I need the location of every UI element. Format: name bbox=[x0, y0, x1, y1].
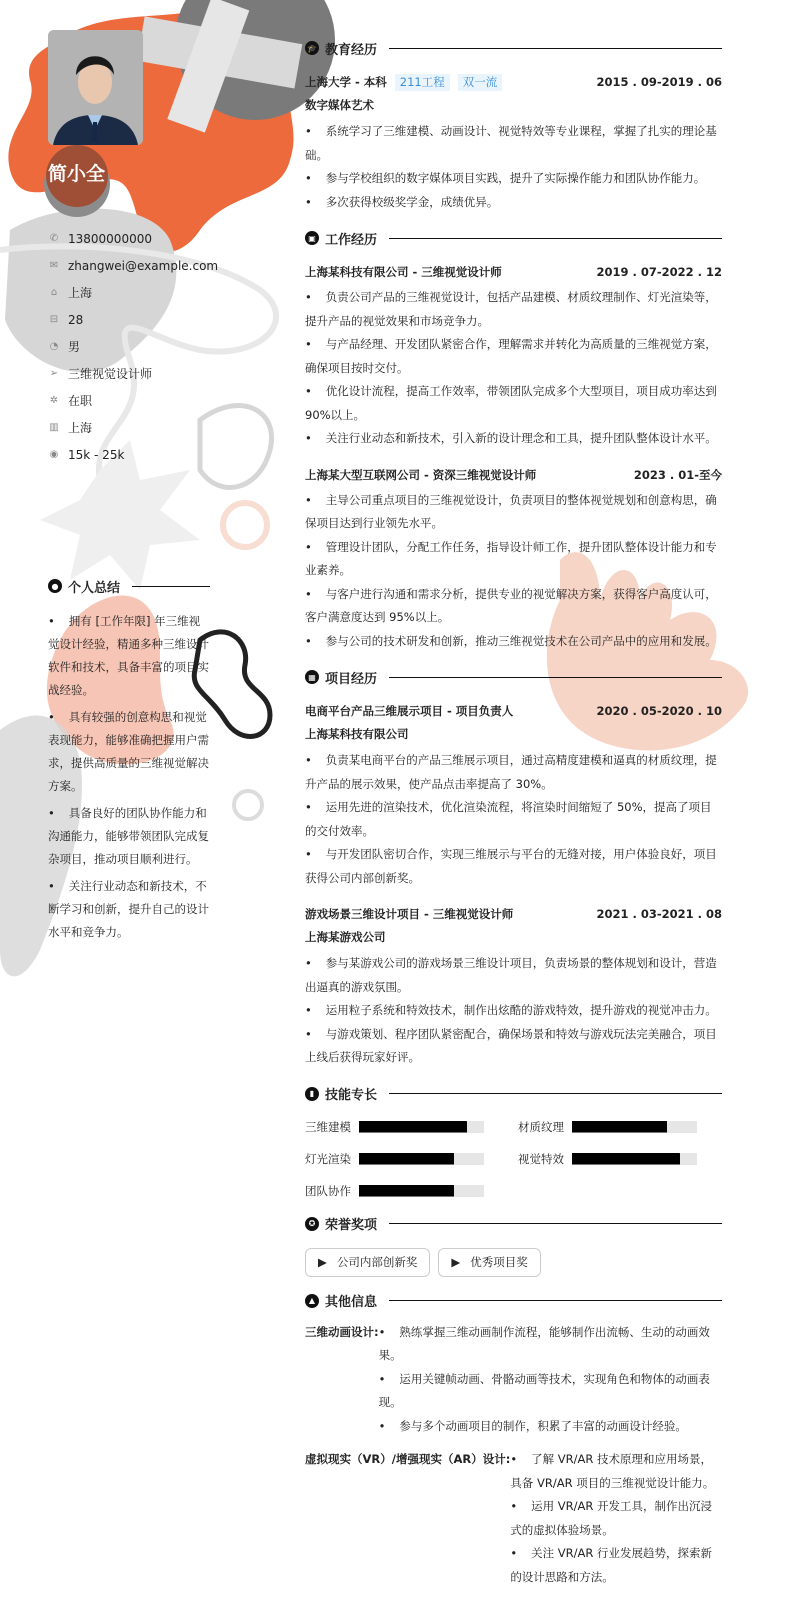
contact-item bbox=[48, 225, 288, 252]
user-icon: ● bbox=[48, 579, 62, 593]
bar-chart-icon: ▮ bbox=[305, 1087, 319, 1101]
skill-bar-track bbox=[359, 1153, 484, 1165]
send-icon: ➢ bbox=[49, 368, 59, 379]
bullet-text: 运用先进的渲染技术，优化渲染流程，将渲染时间缩短了 50%，提高了项目的交付效率。 bbox=[305, 800, 712, 838]
contact-item bbox=[48, 441, 288, 468]
skill-item bbox=[518, 1150, 718, 1168]
skill-item bbox=[305, 1182, 518, 1200]
graduation-cap-icon: 🎓 bbox=[305, 41, 319, 55]
person-avatar-icon bbox=[48, 30, 143, 145]
bullet-text: 运用 VR/AR 开发工具，制作出沉浸式的虚拟体验场景。 bbox=[510, 1499, 713, 1537]
bullet-text: 管理设计团队，分配工作任务，指导设计师工作，提升团队整体设计能力和专业素养。 bbox=[305, 539, 717, 577]
entry-header bbox=[305, 904, 722, 924]
entry-title-wrap bbox=[305, 74, 502, 91]
entry-title-wrap bbox=[305, 906, 513, 922]
entry-title: 上海某科技有限公司 - 三维视觉设计师 bbox=[305, 265, 502, 279]
gray-ring-shape bbox=[234, 791, 262, 819]
bullet-item bbox=[379, 1368, 722, 1415]
bullet-text: 关注 VR/AR 行业发展趋势，探索新的设计思路和方法。 bbox=[510, 1546, 713, 1584]
bullet-text: 系统学习了三维建模、动画设计、视觉特效等专业课程，掌握了扎实的理论基础。 bbox=[305, 124, 717, 162]
skill-bar-track bbox=[572, 1121, 697, 1133]
summary-text: 关注行业动态和新技术，不断学习和创新，提升自己的设计水平和竞争力。 bbox=[48, 879, 209, 939]
contact-value: 28 bbox=[68, 312, 84, 327]
section-divider bbox=[389, 1223, 722, 1224]
bullet-text: 与客户进行沟通和需求分析，提供专业的视觉解决方案，获得客户高度认可，客户满意度达到 95%以上。 bbox=[305, 586, 717, 624]
bullet-item bbox=[379, 1321, 722, 1368]
entry-date: 2021 . 03-2021 . 08 bbox=[596, 907, 722, 921]
summary-item bbox=[48, 610, 210, 702]
bullet-list bbox=[305, 120, 722, 214]
bullet-text: 优化设计流程，提高工作效率，带领团队完成多个大型项目，项目成功率达到 90%以上。 bbox=[305, 384, 717, 422]
bullet-item bbox=[305, 286, 722, 333]
bullet-list bbox=[305, 286, 722, 451]
bullet-text: 与产品经理、开发团队紧密合作，理解需求并转化为高质量的三维视觉方案，确保项目按时交付。 bbox=[305, 337, 717, 375]
summary-item bbox=[48, 706, 210, 798]
section-title: 教育经历 bbox=[325, 42, 378, 58]
skills-grid bbox=[305, 1118, 722, 1200]
bullet-list bbox=[510, 1448, 722, 1589]
mail-icon: ✉ bbox=[49, 260, 59, 271]
summary-item bbox=[48, 875, 210, 944]
candidate-name: 简小全 bbox=[48, 163, 106, 185]
section-title: 荣誉奖项 bbox=[325, 1218, 378, 1233]
other-info-content bbox=[510, 1448, 722, 1589]
bullet-text: 与开发团队密切合作，实现三维展示与平台的无缝对接，用户体验良好，项目获得公司内部创新奖。 bbox=[305, 847, 717, 885]
skill-name: 团队协作 bbox=[305, 1183, 351, 1198]
section-divider bbox=[389, 1093, 722, 1094]
entry-title: 上海某大型互联网公司 - 资深三维视觉设计师 bbox=[305, 467, 537, 482]
bullet-item bbox=[305, 999, 722, 1023]
entry-subtitle: 上海某科技有限公司 bbox=[305, 727, 409, 741]
entry-title-wrap bbox=[305, 264, 502, 280]
contact-item bbox=[48, 252, 288, 279]
skill-item bbox=[305, 1150, 518, 1168]
bullet-text: 多次获得校级奖学金，成绩优异。 bbox=[325, 194, 499, 209]
contact-item bbox=[48, 387, 288, 414]
section-header bbox=[305, 1084, 722, 1104]
summary-text: 具备良好的团队协作能力和沟通能力，能够带领团队完成复杂项目，推动项目顺利进行。 bbox=[48, 806, 209, 866]
entry-title: 游戏场景三维设计项目 - 三维视觉设计师 bbox=[305, 907, 514, 921]
skill-name: 三维建模 bbox=[305, 1119, 351, 1134]
bullet-text: 与游戏策划、程序团队紧密配合，确保场景和特效与游戏玩法完美融合，项目上线后获得玩家好评。 bbox=[305, 1026, 717, 1064]
skill-name: 视觉特效 bbox=[518, 1151, 564, 1166]
grid-icon: ▦ bbox=[305, 670, 319, 684]
awards-list bbox=[305, 1248, 722, 1277]
skill-bar-track bbox=[359, 1185, 484, 1197]
bullet-item bbox=[305, 952, 722, 999]
section-header bbox=[305, 667, 722, 687]
contact-value: zhangwei@example.com bbox=[68, 258, 219, 273]
skill-item bbox=[305, 1118, 518, 1136]
summary-section bbox=[48, 576, 210, 948]
bullet-item bbox=[305, 191, 722, 215]
bullet-text: 参与公司的技术研发和创新，推动三维视觉技术在公司产品中的应用和发展。 bbox=[325, 633, 717, 648]
gender-icon: ◔ bbox=[49, 341, 59, 352]
age-icon: ⊟ bbox=[49, 314, 59, 325]
section-divider bbox=[389, 677, 722, 678]
peach-ring-shape bbox=[223, 503, 267, 547]
bullet-list bbox=[379, 1321, 722, 1439]
projects-section bbox=[305, 667, 722, 1070]
bullet-item bbox=[305, 427, 722, 451]
award-chip[interactable] bbox=[438, 1248, 540, 1277]
section-divider bbox=[389, 48, 722, 49]
bullet-item bbox=[305, 583, 722, 630]
contact-item bbox=[48, 360, 288, 387]
entry-tag: 双一流 bbox=[458, 74, 503, 91]
bullet-text: 参与学校组织的数字媒体项目实践，提升了实际操作能力和团队协作能力。 bbox=[325, 171, 706, 185]
bullet-item bbox=[305, 1023, 722, 1070]
bullet-item bbox=[305, 380, 722, 427]
entry-subtitle: 上海某游戏公司 bbox=[305, 930, 386, 944]
bullet-text: 参与多个动画项目的制作，积累了丰富的动画设计经验。 bbox=[399, 1418, 687, 1433]
bullet-text: 主导公司重点项目的三维视觉设计，负责项目的整体视觉规划和创意构思，确保项目达到行业领先水平。 bbox=[305, 492, 717, 530]
home-icon: ⌂ bbox=[50, 287, 58, 298]
contact-item bbox=[48, 306, 288, 333]
skill-bar-track bbox=[572, 1153, 697, 1165]
briefcase-icon: ▣ bbox=[305, 231, 319, 245]
entry-title-wrap bbox=[305, 703, 513, 719]
education-section bbox=[305, 38, 722, 214]
section-title: 技能专长 bbox=[325, 1088, 378, 1103]
bullet-item bbox=[510, 1448, 722, 1495]
skill-bar-fill bbox=[359, 1153, 454, 1165]
section-divider bbox=[389, 238, 722, 239]
salary-icon: ◉ bbox=[49, 449, 59, 460]
section-header bbox=[305, 1214, 722, 1234]
entry-title: 电商平台产品三维展示项目 - 项目负责人 bbox=[305, 704, 514, 718]
section-header bbox=[305, 38, 722, 58]
section-title: 其他信息 bbox=[325, 1295, 378, 1310]
contact-item bbox=[48, 333, 288, 360]
award-chip[interactable] bbox=[305, 1248, 430, 1277]
entry-header bbox=[305, 465, 722, 485]
work-section bbox=[305, 228, 722, 653]
summary-text: 具有较强的创意构思和视觉表现能力，能够准确把握用户需求，提供高质量的三维视觉解决方案。 bbox=[48, 710, 209, 793]
bullet-item bbox=[510, 1495, 722, 1542]
other-info-content bbox=[379, 1321, 722, 1439]
bullet-item bbox=[305, 843, 722, 890]
contact-value: 三维视觉设计师 bbox=[68, 367, 153, 381]
bullet-item bbox=[305, 120, 722, 167]
skill-bar-fill bbox=[572, 1153, 680, 1165]
contact-list bbox=[48, 225, 288, 468]
contact-value: 在职 bbox=[68, 394, 93, 408]
contact-item bbox=[48, 414, 288, 441]
play-triangle-icon: ▶ bbox=[451, 1255, 461, 1269]
bullet-list bbox=[305, 749, 722, 890]
contact-value: 13800000000 bbox=[68, 231, 152, 246]
award-icon: ✪ bbox=[305, 1217, 319, 1231]
bullet-list bbox=[305, 952, 722, 1070]
bullet-item bbox=[305, 749, 722, 796]
section-header bbox=[305, 1291, 722, 1311]
skill-name: 灯光渲染 bbox=[305, 1151, 351, 1166]
other-info-label: 三维动画设计: bbox=[305, 1324, 379, 1339]
contact-value: 男 bbox=[68, 340, 81, 354]
building-icon: ▥ bbox=[49, 422, 59, 433]
name-badge bbox=[44, 145, 114, 215]
info-icon: ▲ bbox=[305, 1294, 319, 1308]
bullet-item bbox=[305, 333, 722, 380]
bullet-text: 负责公司产品的三维视觉设计，包括产品建模、材质纹理制作、灯光渲染等，提升产品的视觉效果和市场竞争力。 bbox=[305, 290, 717, 328]
other-info-label: 虚拟现实（VR）/增强现实（AR）设计: bbox=[305, 1452, 511, 1466]
section-title: 个人总结 bbox=[68, 580, 121, 596]
contact-value: 15k - 25k bbox=[68, 447, 125, 462]
entry-date: 2015 . 09-2019 . 06 bbox=[596, 75, 722, 89]
entry-date: 2023 . 01-至今 bbox=[633, 467, 722, 482]
entry-header bbox=[305, 262, 722, 282]
entry-title-wrap bbox=[305, 467, 536, 483]
skills-section bbox=[305, 1084, 722, 1200]
summary-item bbox=[48, 802, 210, 871]
other-info-row bbox=[305, 1321, 722, 1439]
bullet-text: 运用粒子系统和特效技术，制作出炫酷的游戏特效，提升游戏的视觉冲击力。 bbox=[325, 1003, 717, 1017]
other-info-row bbox=[305, 1448, 722, 1589]
skill-item bbox=[518, 1118, 718, 1136]
entry-header bbox=[305, 72, 722, 92]
section-header bbox=[305, 228, 722, 248]
section-title: 项目经历 bbox=[325, 671, 378, 687]
skill-bar-fill bbox=[572, 1121, 667, 1133]
section-title: 工作经历 bbox=[325, 232, 378, 248]
awards-section bbox=[305, 1214, 722, 1277]
status-icon: ✲ bbox=[49, 395, 59, 406]
award-label: 优秀项目奖 bbox=[470, 1255, 528, 1269]
award-label: 公司内部创新奖 bbox=[336, 1255, 418, 1269]
contact-value: 上海 bbox=[68, 286, 93, 300]
contact-value: 上海 bbox=[68, 421, 93, 435]
summary-text: 拥有 [工作年限] 年三维视觉设计经验，精通多种三维设计软件和技术，具备丰富的项目实战经验。 bbox=[48, 614, 209, 697]
play-triangle-icon: ▶ bbox=[318, 1255, 327, 1269]
entry-header bbox=[305, 701, 722, 721]
phone-icon: ✆ bbox=[49, 233, 59, 244]
skill-bar-fill bbox=[359, 1121, 467, 1133]
skill-name: 材质纹理 bbox=[518, 1119, 564, 1134]
entry-tag: 211工程 bbox=[395, 74, 450, 91]
bullet-item bbox=[305, 167, 722, 191]
bullet-item bbox=[305, 630, 722, 654]
main-content bbox=[305, 38, 722, 1603]
entry-date: 2019 . 07-2022 . 12 bbox=[596, 265, 722, 279]
skill-bar-fill bbox=[359, 1185, 454, 1197]
skill-bar-track bbox=[359, 1121, 484, 1133]
bullet-list bbox=[305, 489, 722, 654]
bullet-text: 负责某电商平台的产品三维展示项目，通过高精度建模和逼真的材质纹理，提升产品的展示效果，使产品点击率提高了 30%。 bbox=[305, 753, 717, 791]
bullet-item bbox=[305, 536, 722, 583]
bullet-item bbox=[305, 489, 722, 536]
contact-item bbox=[48, 279, 288, 306]
bullet-text: 了解 VR/AR 技术原理和应用场景，具备 VR/AR 项目的三维视觉设计能力。 bbox=[510, 1452, 715, 1490]
profile-photo bbox=[48, 30, 143, 145]
entry-subtitle: 数字媒体艺术 bbox=[305, 98, 374, 112]
entry-title: 上海大学 - 本科 bbox=[305, 74, 387, 89]
bullet-item bbox=[379, 1415, 722, 1439]
bullet-text: 参与某游戏公司的游戏场景三维设计项目，负责场景的整体规划和设计，营造出逼真的游戏氛围。 bbox=[305, 956, 717, 994]
bullet-text: 运用关键帧动画、骨骼动画等技术，实现角色和物体的动画表现。 bbox=[378, 1371, 710, 1409]
bullet-text: 熟练掌握三维动画制作流程，能够制作出流畅、生动的动画效果。 bbox=[378, 1324, 710, 1362]
other-section bbox=[305, 1291, 722, 1590]
bullet-item bbox=[510, 1542, 722, 1589]
section-divider bbox=[389, 1300, 722, 1301]
bullet-text: 关注行业动态和新技术，引入新的设计理念和工具，提升团队整体设计水平。 bbox=[325, 431, 717, 445]
entry-date: 2020 . 05-2020 . 10 bbox=[596, 704, 722, 718]
bullet-item bbox=[305, 796, 722, 843]
